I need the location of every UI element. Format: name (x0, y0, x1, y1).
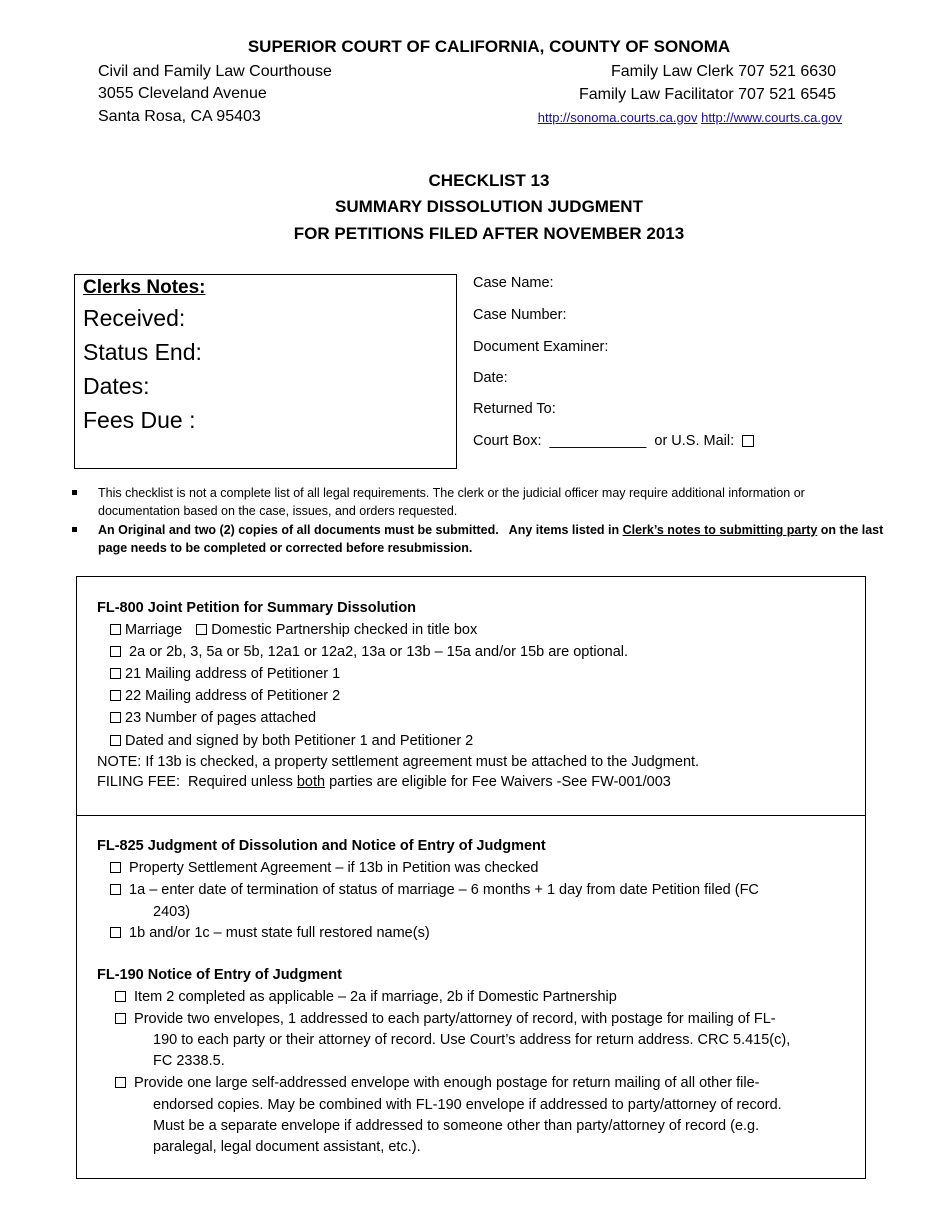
court-title: SUPERIOR COURT OF CALIFORNIA, COUNTY OF SONOMA (247, 37, 731, 56)
date-label: Date: (473, 370, 508, 386)
marriage-checkbox[interactable] (110, 624, 121, 635)
notices (68, 484, 888, 558)
document-title: SUMMARY DISSOLUTION JUDGMENT (335, 197, 643, 216)
court-box-label: Court Box: ____________ or U.S. Mail: (473, 433, 735, 449)
fl800-note: NOTE: If 13b is checked, a property settlement agreement must be attached to the Judgment. (97, 754, 700, 770)
item-checkbox[interactable] (110, 735, 121, 746)
courthouse-name: Civil and Family Law Courthouse (98, 63, 332, 80)
item-checkbox[interactable] (110, 927, 121, 938)
clerk-phone: Family Law Clerk 707 521 6630 (610, 63, 836, 80)
item-checkbox[interactable] (110, 712, 121, 723)
document-subtitle: FOR PETITIONS FILED AFTER NOVEMBER 2013 (293, 224, 685, 243)
checklist-item-continued: FC 2338.5. (153, 1053, 225, 1069)
fl825-heading: FL-825 Judgment of Dissolution and Notice of Entry of Judgment (97, 838, 546, 854)
item-checkbox[interactable] (115, 1077, 126, 1088)
case-number-label: Case Number: (473, 307, 567, 323)
item-checkbox[interactable] (110, 884, 121, 895)
checklist-item-continued: 190 to each party or their attorney of record. Use Court’s address for return address. CRC 5.415(c), (153, 1032, 791, 1048)
facilitator-phone: Family Law Facilitator 707 521 6545 (578, 86, 836, 103)
clerks-notes-reference: Clerk’s notes to submitting party (622, 523, 818, 537)
city-address: Santa Rosa, CA 95403 (98, 108, 261, 125)
received-label: Received: (83, 305, 186, 331)
fl800-heading: FL-800 Joint Petition for Summary Dissolution (97, 600, 417, 616)
checklist-item: Property Settlement Agreement – if 13b in Petition was checked (110, 860, 538, 876)
notice-item: An Original and two (2) copies of all documents must be submitted. Any items listed in Clerk’s notes to submitting party on the last page needs to be completed or corrected before resubmission. (68, 521, 888, 557)
checklist-item: Item 2 completed as applicable – 2a if marriage, 2b if Domestic Partnership (115, 989, 617, 1005)
checklist-item-continued: Must be a separate envelope if addressed to someone other than party/attorney of record (e.g. (153, 1118, 760, 1134)
fl190-heading: FL-190 Notice of Entry of Judgment (97, 967, 342, 983)
filing-fee-note: FILING FEE: Required unless both parties are eligible for Fee Waivers -See FW-001/003 (97, 774, 671, 790)
checklist-item: 2a or 2b, 3, 5a or 5b, 12a1 or 12a2, 13a or 13b – 15a and/or 15b are optional. (110, 644, 628, 660)
street-address: 3055 Cleveland Avenue (98, 85, 267, 102)
sonoma-courts-link[interactable]: http://sonoma.courts.ca.gov (537, 110, 698, 125)
checklist-number: CHECKLIST 13 (428, 171, 550, 190)
item-checkbox[interactable] (110, 646, 121, 657)
checklist-item-continued: 2403) (153, 904, 191, 920)
checklist-item: 1b and/or 1c – must state full restored name(s) (110, 925, 430, 941)
item-checkbox[interactable] (110, 862, 121, 873)
fl800-section (76, 576, 866, 816)
marriage-row: Marriage Domestic Partnership checked in title box (110, 622, 477, 638)
court-box-row (473, 433, 754, 449)
checklist-item: Dated and signed by both Petitioner 1 and Petitioner 2 (110, 733, 473, 749)
checklist-item: 22 Mailing address of Petitioner 2 (110, 688, 340, 704)
checklist-item: 21 Mailing address of Petitioner 1 (110, 666, 340, 682)
clerk-notes-heading: Clerks Notes: (83, 277, 206, 298)
document-examiner-label: Document Examiner: (473, 339, 609, 355)
status-end-label: Status End: (83, 339, 202, 365)
ca-courts-link[interactable]: http://www.courts.ca.gov (701, 110, 842, 125)
checklist-item: Provide one large self-addressed envelope with enough postage for return mailing of all other file- (115, 1075, 760, 1091)
header-links (538, 110, 842, 125)
case-name-label: Case Name: (473, 275, 554, 291)
fees-due-label: Fees Due : (83, 407, 196, 433)
notice-item: This checklist is not a complete list of all legal requirements. The clerk or the judicial officer may require additional information or documentation based on the case, issues, and orders requested. (68, 484, 888, 520)
returned-to-label: Returned To: (473, 401, 556, 417)
item-checkbox[interactable] (115, 991, 126, 1002)
clerk-notes-box (74, 274, 457, 469)
us-mail-checkbox[interactable] (742, 435, 754, 447)
checklist-item: 23 Number of pages attached (110, 710, 316, 726)
checklist-item: Provide two envelopes, 1 addressed to each party/attorney of record, with postage for mailing of FL- (115, 1011, 776, 1027)
domestic-checkbox[interactable] (196, 624, 207, 635)
fl825-section (76, 815, 866, 1179)
item-checkbox[interactable] (110, 668, 121, 679)
item-checkbox[interactable] (115, 1013, 126, 1024)
dates-label: Dates: (83, 373, 150, 399)
checklist-item-continued: paralegal, legal document assistant, etc.). (153, 1139, 421, 1155)
item-checkbox[interactable] (110, 690, 121, 701)
checklist-item: 1a – enter date of termination of status of marriage – 6 months + 1 day from date Petition filed (FC (110, 882, 759, 898)
checklist-item-continued: endorsed copies. May be combined with FL-190 envelope if addressed to party/attorney of record. (153, 1097, 782, 1113)
